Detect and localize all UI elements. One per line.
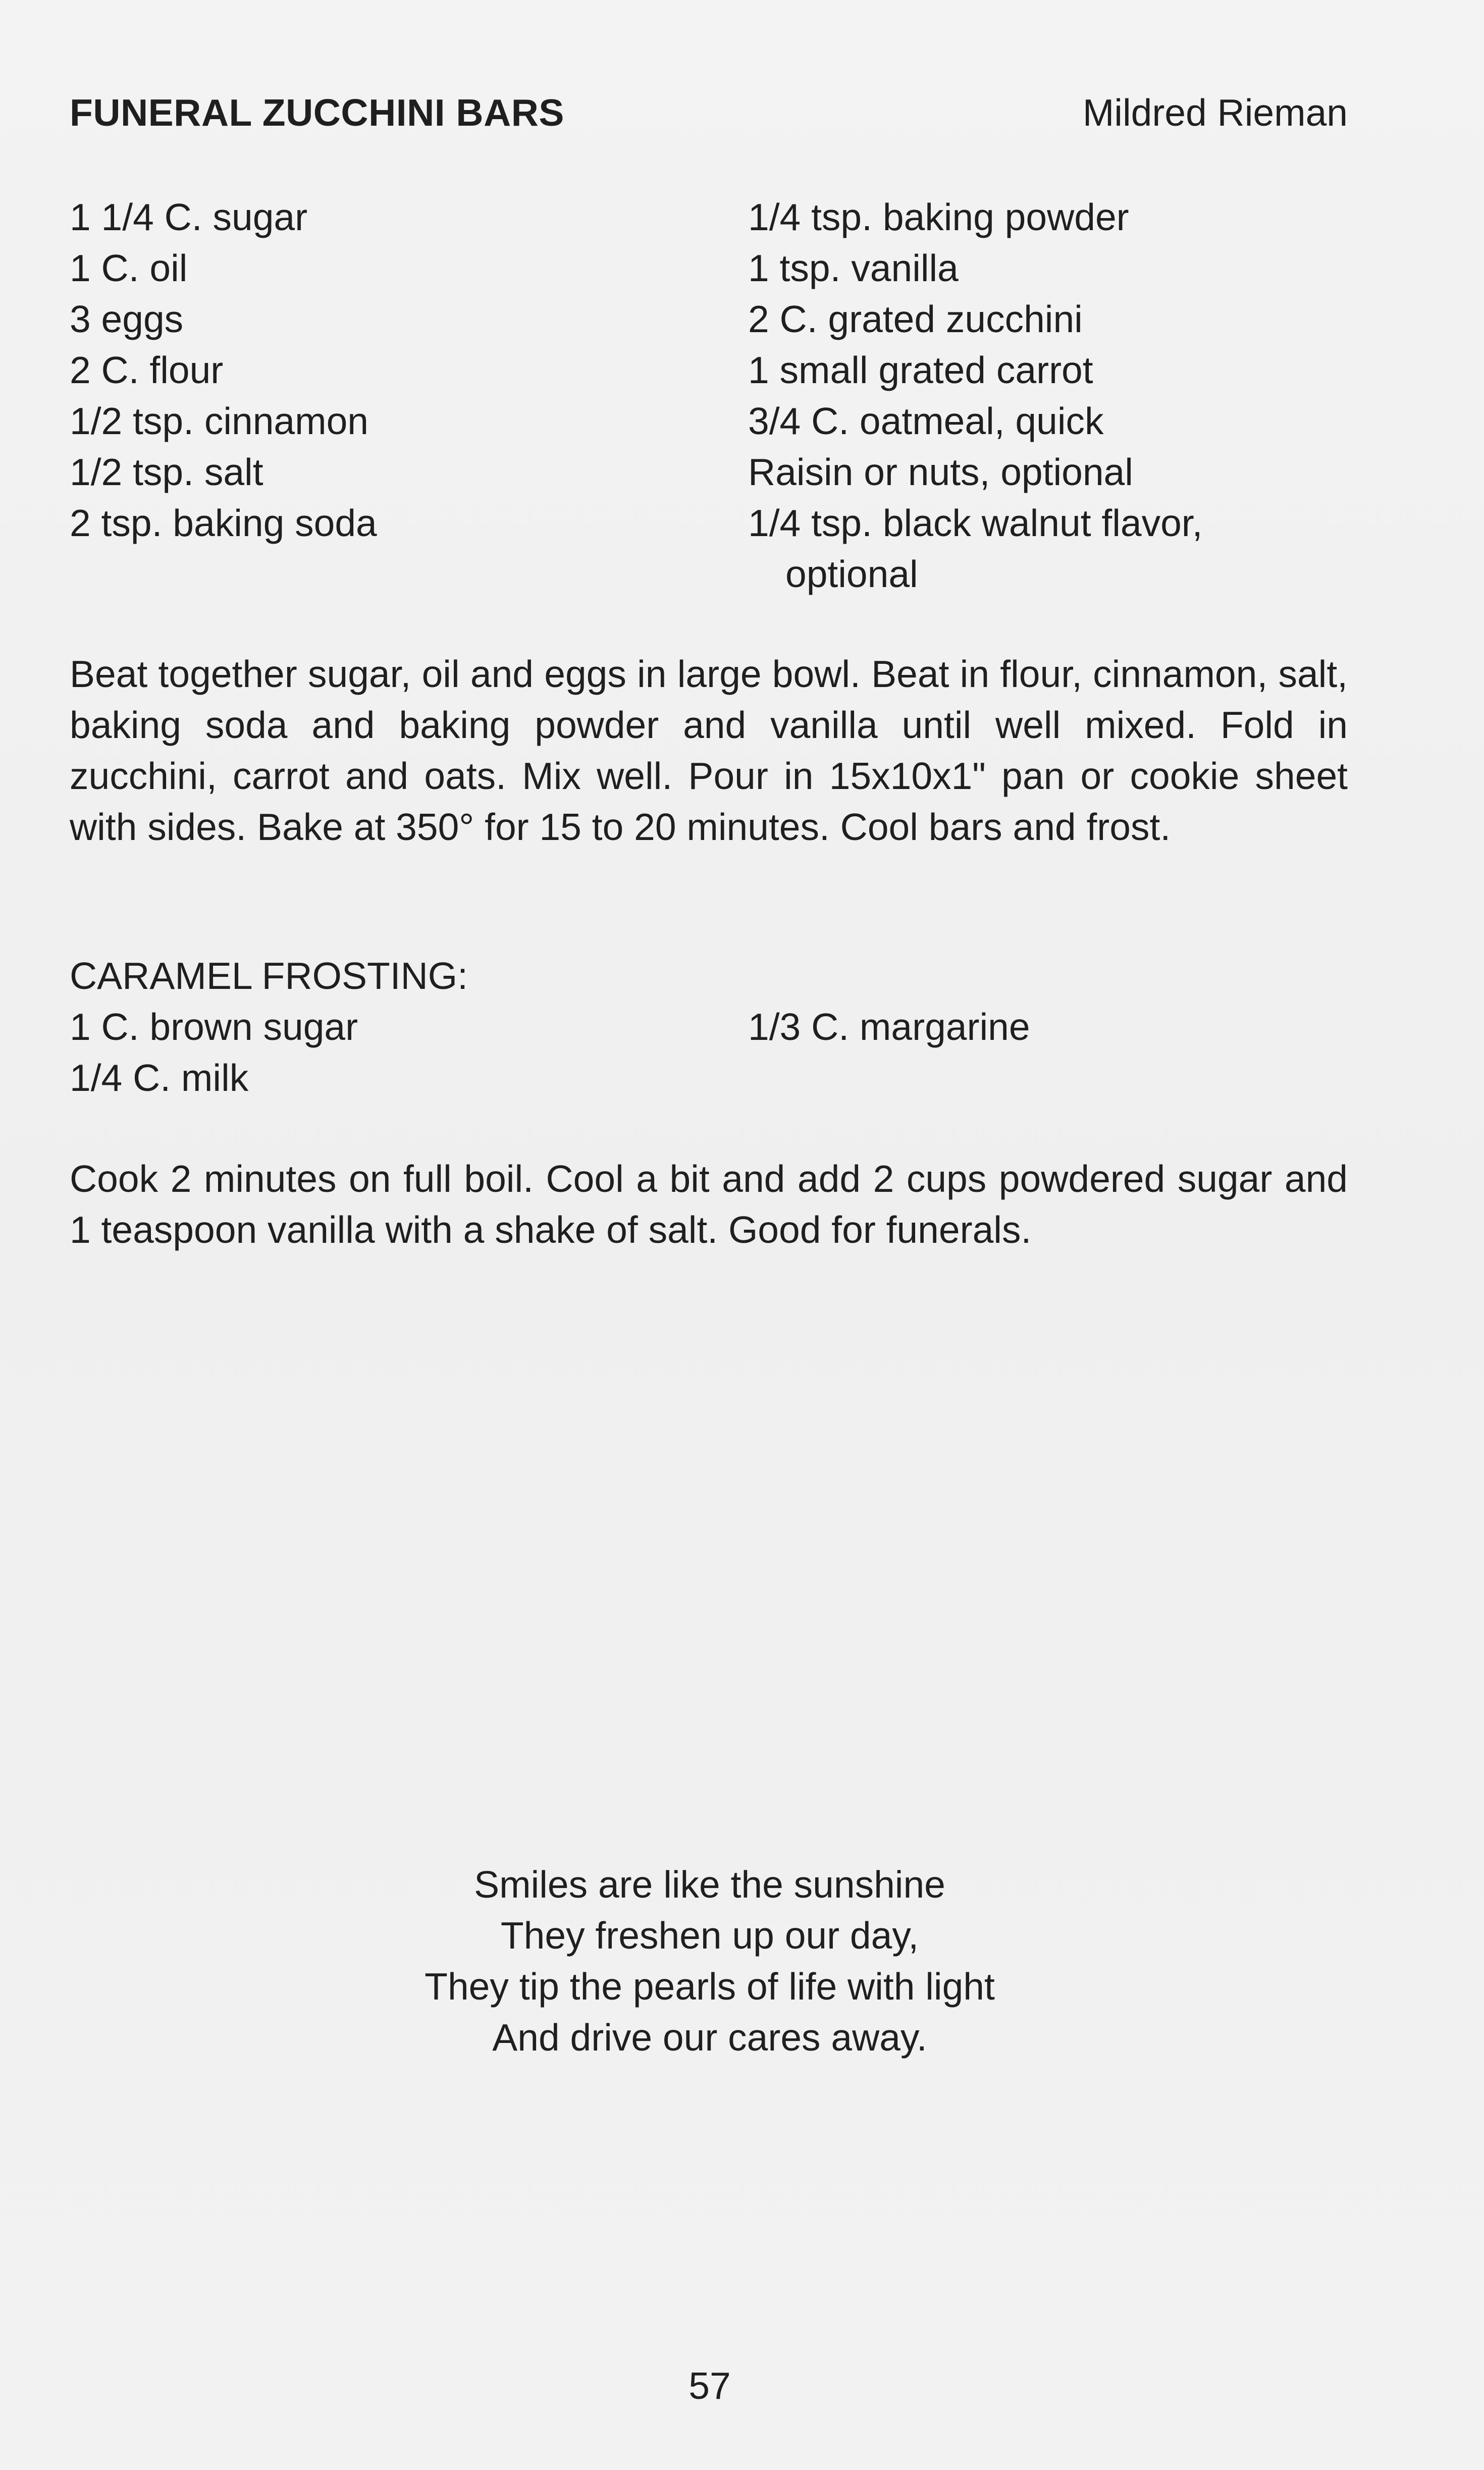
ingredient-item: 1/4 tsp. black walnut flavor, [748,502,1203,544]
poem-line: Smiles are like the sunshine [474,1863,945,1906]
frosting-instructions: Cook 2 minutes on full boil. Cool a bit and add 2 cups powdered sugar and 1 teaspoon vanilla with a shake of salt. Good for funerals. [70,1158,1348,1251]
frosting-ingredients-right [748,1002,1030,1053]
ingredient-item: 1/2 tsp. salt [70,451,263,493]
ingredient-item-continued: optional [785,553,918,595]
ingredient-item: 1 1/4 C. sugar [70,196,308,238]
recipe-title: FUNERAL ZUCCHINI BARS [70,91,564,134]
ingredient-item: 3/4 C. oatmeal, quick [748,400,1104,442]
ingredient-item: 1/4 C. milk [70,1057,249,1099]
poem [0,1859,1419,2063]
ingredients-right-column [748,192,1202,600]
ingredients-left-column [70,192,377,549]
ingredient-item: 1/2 tsp. cinnamon [70,400,369,442]
page-number: 57 [688,2364,731,2407]
ingredient-item: 2 C. grated zucchini [748,298,1083,340]
poem-line: They tip the pearls of life with light [425,1965,995,2008]
recipe-instructions: Beat together sugar, oil and eggs in large bowl. Beat in flour, cinnamon, salt, baking soda and baking powder and vanilla until well mixed. Fold in zucchini, carrot and oats. Mix well. Pour in 15x10x1" pan or cookie sheet with sides. Bake at 350° for 15 to 20 minutes. Cool bars and frost. [70,653,1348,848]
ingredient-item: Raisin or nuts, optional [748,451,1133,493]
ingredient-item: 2 C. flour [70,349,224,391]
ingredient-item: 1/3 C. margarine [748,1006,1030,1048]
ingredient-item: 1 small grated carrot [748,349,1093,391]
frosting-ingredients-left [70,1002,358,1103]
recipe-author: Mildred Rieman [1082,91,1348,134]
ingredient-item: 1/4 tsp. baking powder [748,196,1129,238]
ingredient-item: 3 eggs [70,298,184,340]
ingredient-item: 1 C. oil [70,247,188,289]
frosting-heading: CARAMEL FROSTING: [70,955,468,997]
poem-line: They freshen up our day, [500,1914,919,1957]
ingredient-item: 2 tsp. baking soda [70,502,377,544]
poem-line: And drive our cares away. [492,2016,927,2059]
ingredient-item: 1 C. brown sugar [70,1006,358,1048]
ingredient-item: 1 tsp. vanilla [748,247,959,289]
